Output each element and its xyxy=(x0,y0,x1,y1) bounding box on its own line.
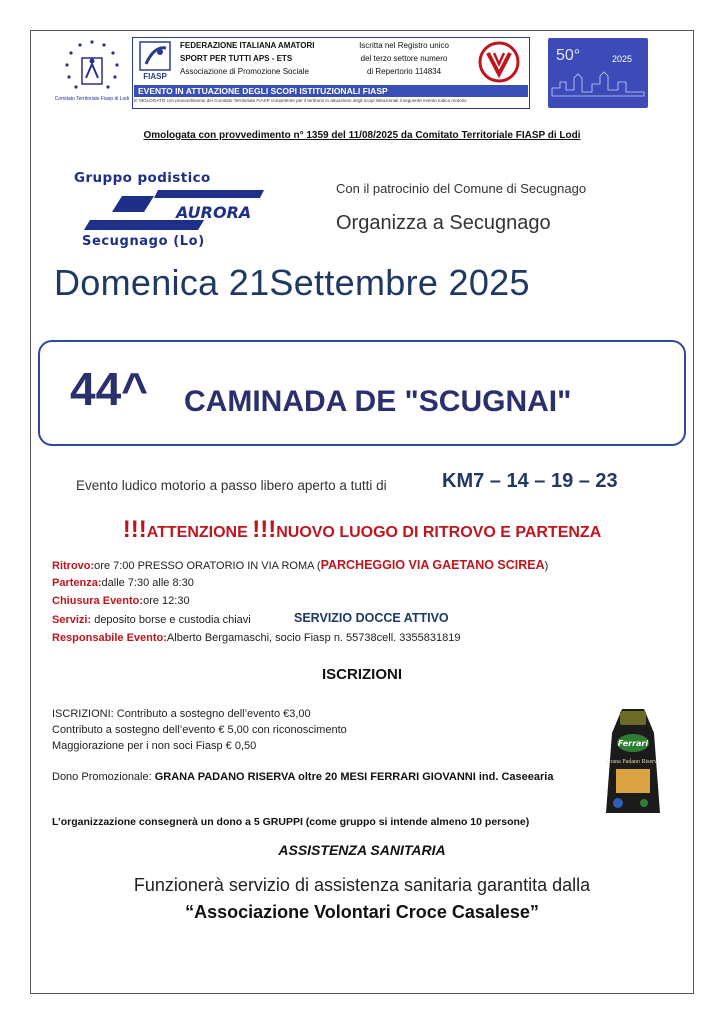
event-date: Domenica 21Settembre 2025 xyxy=(54,262,530,303)
event-name: CAMINADA DE "SCUGNAI" xyxy=(184,385,572,418)
km-distances: KM7 – 14 – 19 – 23 xyxy=(442,470,618,492)
ritrovo-text: ore 7:00 PRESSO ORATORIO IN VIA ROMA ( xyxy=(94,560,321,572)
fiasp-name-line2: SPORT PER TUTTI APS - ETS xyxy=(180,54,293,63)
iscrizioni-heading: ISCRIZIONI xyxy=(321,666,402,683)
attenzione-bang: !!! xyxy=(122,516,147,543)
docce-service: SERVIZIO DOCCE ATTIVO xyxy=(294,611,449,625)
chiusura-label: Chiusura Evento: xyxy=(52,595,144,607)
iscrizioni-line3: Maggiorazione per i non soci Fiasp € 0,50 xyxy=(52,740,257,752)
patrocinio-text: Con il patrocinio del Comune di Secugnago xyxy=(336,181,587,196)
grana-padano-product-image xyxy=(598,703,668,823)
servizi-text: deposito borse e custodia chiavi xyxy=(91,614,251,626)
servizi-line xyxy=(52,614,251,626)
assistenza-heading: ASSISTENZA SANITARIA xyxy=(278,842,446,858)
event-edition-number: 44^ xyxy=(70,363,149,415)
ivv-logo-icon xyxy=(474,40,524,84)
chiusura-text: ore 12:30 xyxy=(143,595,190,607)
attenzione-word: ATTENZIONE xyxy=(146,524,248,541)
registry-line2: del terzo settore numero xyxy=(360,54,448,63)
fiasp-name-line1: FEDERAZIONE ITALIANA AMATORI xyxy=(180,41,315,50)
ritrovo-close: ) xyxy=(544,560,549,572)
dono-text: GRANA PADANO RISERVA oltre 20 MESI FERRARI GIOVANNI ind. Caseearia xyxy=(154,771,554,783)
partenza-label: Partenza: xyxy=(52,577,102,589)
comitato-lodi-caption: Comitato Territoriale Fiasp di Lodi xyxy=(54,96,130,102)
anniversary-logo xyxy=(548,38,648,108)
fiasp-logo-text: FIASP xyxy=(143,72,167,81)
dono-line xyxy=(52,771,553,783)
chiusura-line xyxy=(52,595,190,607)
fiasp-name-line3: Associazione di Promozione Sociale xyxy=(180,67,309,76)
partenza-text: dalle 7:30 alle 8:30 xyxy=(101,577,194,589)
fiasp-logo-icon xyxy=(136,40,176,82)
responsabile-text: Alberto Bergamaschi, socio Fiasp n. 55738cell. 3355831819 xyxy=(166,632,461,644)
servizi-label: Servizi: xyxy=(52,614,92,626)
attenzione-bang-2: !!! xyxy=(252,516,277,543)
fiasp-small-print: E' MOLOGATO con provvedimento del Comitato Territoriale FIASP competente per il territorio in attuazione degli scopi istituzionali il seguente evento ludico motorio xyxy=(134,98,467,103)
aurora-runner-logo xyxy=(84,186,284,234)
organizer-top: Gruppo podistico xyxy=(74,170,211,186)
anniversary-number: 50° xyxy=(556,47,581,64)
organizza-text: Organizza a Secugnago xyxy=(336,212,551,234)
ritrovo-highlight: PARCHEGGIO VIA GAETANO SCIREA xyxy=(320,558,545,572)
omologata-line: Omologata con provvedimento n° 1359 del 11/08/2025 da Comitato Territoriale FIASP di Lodi xyxy=(143,130,581,141)
attenzione-banner xyxy=(30,516,694,544)
iscrizioni-line1: ISCRIZIONI: Contributo a sostegno dell’evento €3,00 xyxy=(52,708,311,720)
anniversary-year: 2025 xyxy=(612,54,633,64)
attenzione-message: NUOVO LUOGO DI RITROVO E PARTENZA xyxy=(276,524,602,541)
organizer-name: AURORA xyxy=(176,203,252,222)
evento-description: Evento ludico motorio a passo libero aperto a tutti di xyxy=(76,478,387,493)
ritrovo-label: Ritrovo: xyxy=(52,560,95,572)
gruppi-notice: L’organizzazione consegnerà un dono a 5 GRUPPI (come gruppo si intende almeno 10 persone) xyxy=(52,816,530,828)
iscrizioni-line2: Contributo a sostegno dell’evento € 5,00 con riconoscimento xyxy=(52,724,347,736)
responsabile-line xyxy=(52,632,460,644)
assistenza-line1: Funzionerà servizio di assistenza sanitaria garantita dalla xyxy=(133,875,591,895)
fiasp-event-band: EVENTO IN ATTUAZIONE DEGLI SCOPI ISTITUZIONALI FIASP xyxy=(134,85,528,97)
ritrovo-line xyxy=(52,558,548,572)
organizer-bottom: Secugnago (Lo) xyxy=(82,234,205,249)
partenza-line xyxy=(52,577,194,589)
dono-label: Dono Promozionale: xyxy=(52,771,155,783)
product-name: Grana Padano Riserva xyxy=(606,759,660,765)
anniversary-skyline-icon xyxy=(548,38,648,108)
registry-line1: Iscritta nel Registro unico xyxy=(359,41,449,50)
assistenza-line2: “Associazione Volontari Croce Casalese” xyxy=(185,902,539,922)
responsabile-label: Responsabile Evento: xyxy=(52,632,167,644)
product-brand: Ferrari xyxy=(617,739,649,748)
registry-line3: di Repertorio 114834 xyxy=(366,67,442,76)
